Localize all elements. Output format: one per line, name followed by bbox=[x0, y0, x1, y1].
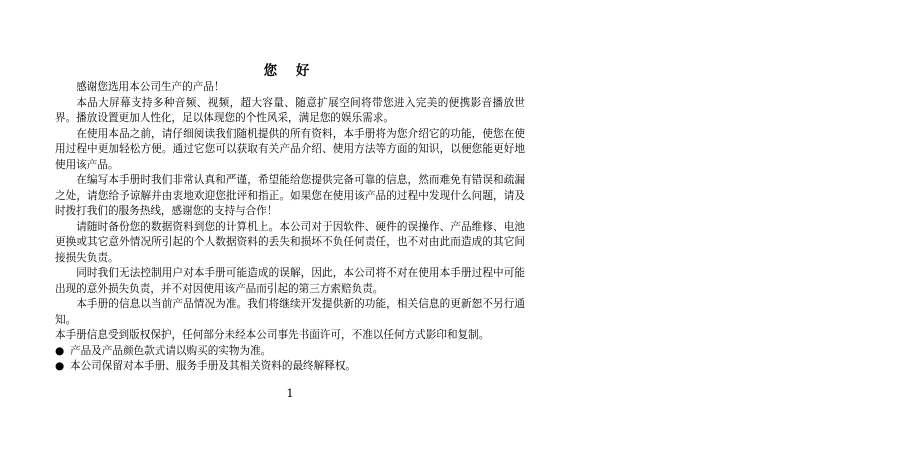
backup-disclaimer-paragraph: 请随时备份您的数据资料到您的计算机上。本公司对于因软件、硬件的误操作、产品维修、电池更换或其它意外情况所引起的个人数据资料的丢失和损坏不负任何责任，也不对由此而造成的其它间接损失负责。 bbox=[55, 220, 525, 264]
copyright-paragraph: 本手册信息受到版权保护，任何部分未经本公司事先书面许可，不准以任何方式影印和复制。 bbox=[55, 329, 490, 341]
reading-advice-paragraph: 在使用本品之前，请仔细阅读我们随机提供的所有资料，本手册将为您介绍它的功能，使您在使用过程中更加轻松方便。通过它您可以获取有关产品介绍、使用方法等方面的知识，以便您能更好地使用该产品。 bbox=[55, 127, 525, 171]
bullet-text: 本公司保留对本手册、服务手册及其相关资料的最终解释权。 bbox=[70, 360, 357, 372]
bullet-item-product-color bbox=[55, 344, 525, 360]
bullet-item-interpretation-right bbox=[55, 359, 525, 375]
errata-paragraph: 在编写本手册时我们非常认真和严谨，希望能给您提供完备可靠的信息，然而难免有错误和疏漏之处，请您给予谅解并由衷地欢迎您批评和指正。如果您在使用该产品的过程中发现什么问题，请及时拨打我们的服务热线，感谢您的支持与合作！ bbox=[55, 174, 525, 217]
bullet-text: 产品及产品颜色款式请以购买的实物为准。 bbox=[70, 344, 272, 357]
page-title: 您 好 bbox=[263, 63, 317, 79]
greeting-paragraph: 感谢您选用本公司生产的产品！ bbox=[76, 81, 225, 93]
update-notice-paragraph: 本手册的信息以当前产品情况为准。我们将继续开发提供新的功能，相关信息的更新恕不另行通知。 bbox=[55, 298, 525, 326]
liability-paragraph: 同时我们无法控制用户对本手册可能造成的误解，因此，本公司将不对在使用本手册过程中可能出现的意外损失负责，并不对因使用该产品而引起的第三方索赔负责。 bbox=[55, 267, 525, 295]
bullet-dot-icon: ● bbox=[55, 360, 65, 372]
page-number: 1 bbox=[286, 386, 294, 400]
product-intro-paragraph: 本品大屏幕支持多种音频、视频，超大容量、随意扩展空间将带您进入完美的便携影音播放世界。播放设置更加人性化，足以体现您的个性风采，满足您的娱乐需求。 bbox=[55, 96, 525, 124]
manual-body bbox=[55, 80, 525, 375]
bullet-dot-icon: ● bbox=[55, 344, 65, 357]
